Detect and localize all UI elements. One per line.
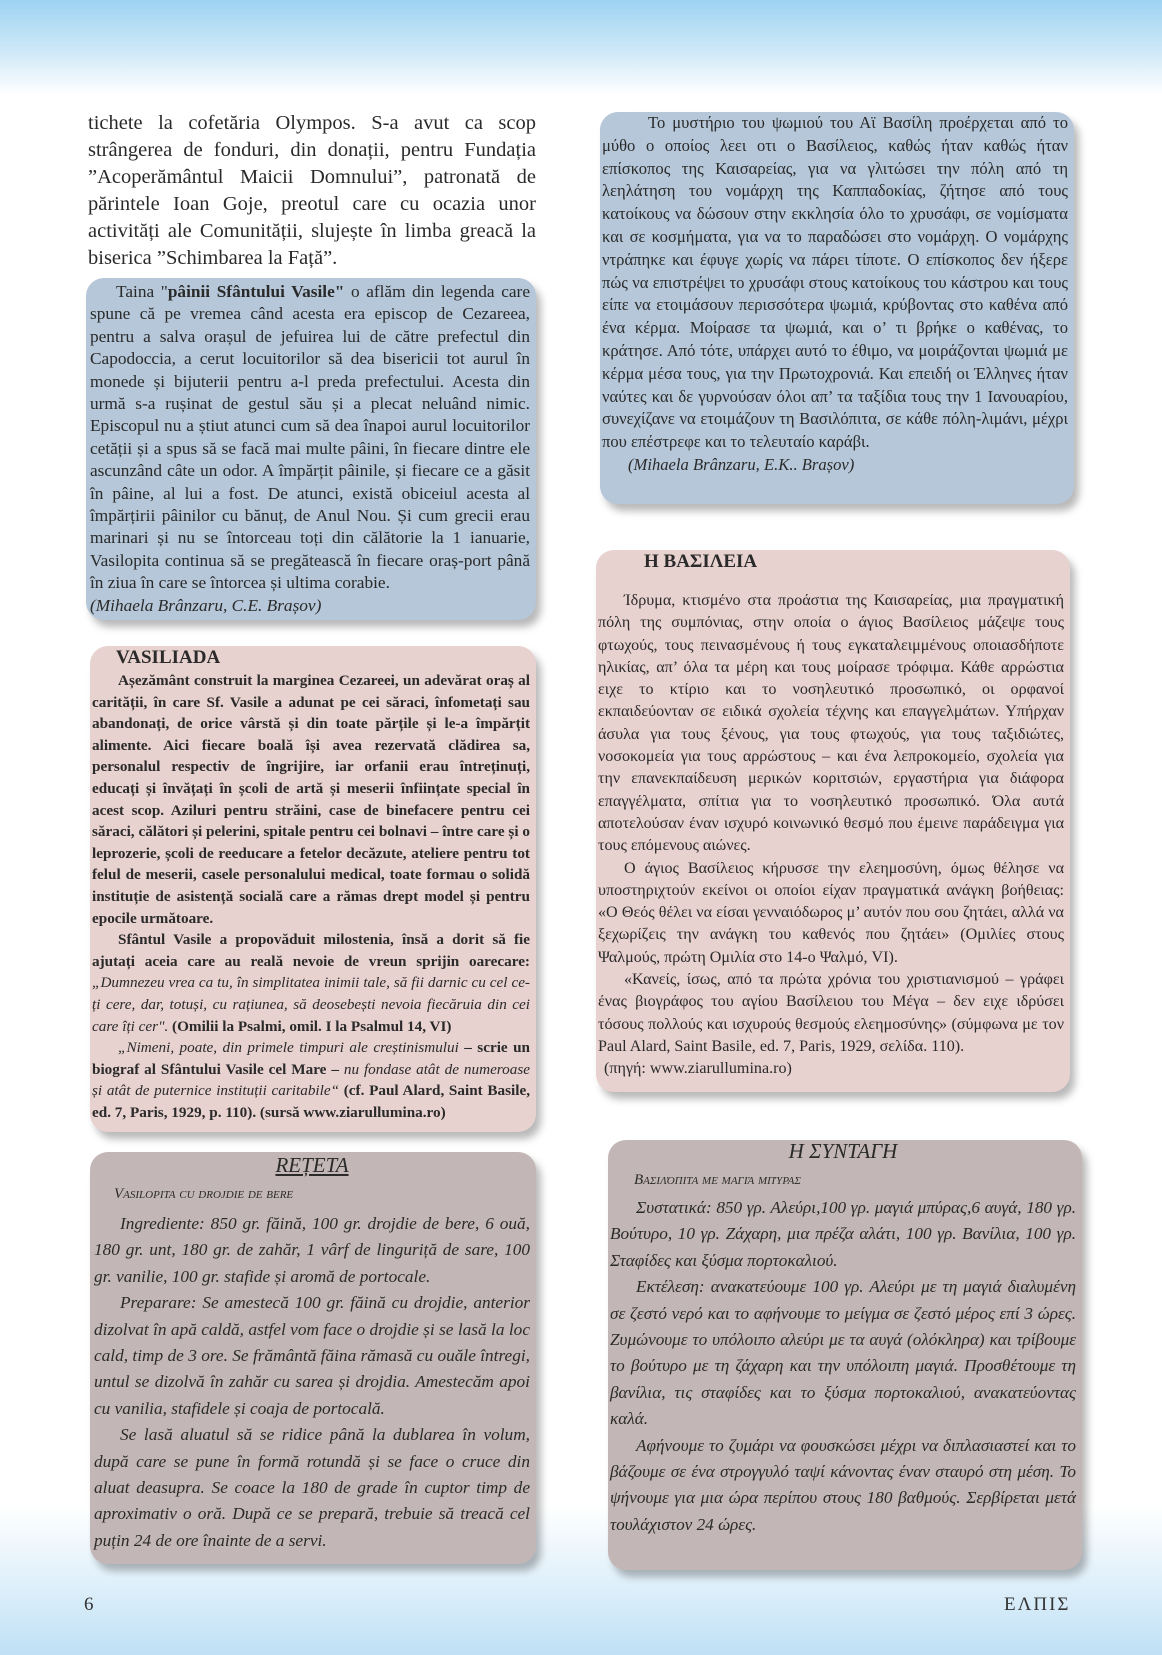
vasiliada-box [90,646,536,1132]
syntagi-p2: Εκτέλεση: ανακατεύουμε 100 γρ. Αλεύρι με τη μαγιά διαλυμένη σε ζεστό νερό και το αφήνουμε το μείγμα σε ζεστό μέρος επί 3 ώρες. Ζυμώνουμε το υπόλοιπο αλεύρι με τα αυγά (ολόκληρα) και τρίβουμε το βούτυρο με τη ζάχαρη και την υπόλοιπη μαγιά. Προσθέτουμε τη βανίλια, τις σταφίδες και το ξύσμα πορτοκαλιού, ανακατεύοντας καλά. [610,1277,1076,1429]
vasileia-source: (πηγή: www.ziarullumina.ro) [604,1060,792,1078]
reteta-text [94,1211,530,1554]
vasileia-p3: «Κανείς, ίσως, από τα πρώτα χρόνια του χριστιανισμού – γράφει ένας βιογράφος του αγίου Βασίλειου του Μέγα – δεν ειχε ιδρύσει τόσους πολλούς και ισχυρούς θεσμούς ελεημοσύνης» (σύμφωνα με τον Paul Alard, Saint Basile, ed. 7, Paris, 1929, σελίδα. 110). [598,971,1064,1055]
vasiliada-p1: Așezământ construit la marginea Cezareei, un adevărat oraș al carității, în care Sf. Vasile a adunat pe cei săraci, înfometați sau abandonați, de orice vârstă și din toate părțile și le-a împărțit alimente. Aici fiecare boală își avea rezervată clădirea sa, personalul respectiv de îngrijire, iar orfanii erau întreținuți, educați și învățați în școli de artă și meserii înființate special în acest scop. Aziluri pentru străini, case de binefacere pentru cei săraci, călători și pelerini, spitale pentru cei bolnavi – între care și o leprozerie, școli de reeducare a fetelor decăzute, ateliere pentru tot felul de meserii, casele personalului medical, toate formau o solidă instituție de asistență socială care a rămas drept model și pentru epocile următoare. [92,672,530,927]
syntagi-text [610,1195,1076,1538]
reteta-p1: Ingrediente: 850 gr. făină, 100 gr. drojdie de bere, 6 ouă, 180 gr. unt, 180 gr. de zahăr, 1 vârf de linguriță de sare, 100 gr. vanilie, 100 gr. stafide și aromă de portocale. [94,1214,530,1286]
taina-text [90,281,530,595]
reteta-title: REȚETA [275,1153,349,1177]
taina-author: (Mihaela Brânzaru, C.E. Brașov) [90,595,322,615]
vasiliada-p3-quote1: „Nimeni, poate, din primele timpuri ale creștinismului [118,1039,459,1057]
magazine-name: ΕΛΠΙΣ [1004,1594,1071,1615]
mystirio-author: (Mihaela Brânzaru, E.K.. Brașov) [628,454,855,474]
reteta-box [90,1152,536,1564]
vasiliada-p3-quote2: nu fondase atât de numeroase și atât de puternice instituții caritabile“ [92,1060,530,1100]
vasiliada-p3-source: (cf. Paul Alard, Saint Basile, ed. 7, Paris, 1929, p. 110). (sursă www.ziarullumina.ro) [92,1082,530,1121]
vasileia-heading: Η ΒΑΣΙΛΕΙΑ [644,551,758,572]
taina-lead: Taina " [116,282,168,301]
vasiliada-heading: VASILIADA [116,647,221,668]
syntagi-box [608,1140,1082,1570]
vasileia-p2: Ο άγιος Βασίλειος κήρυσσε την ελεημοσύνη, όμως θέλησε να υποστηριχτούν εκείνοι οι οποίοι είχαν πραγματικά ανάγκη βοήθειας: «Ο Θεός θέλει να είσαι γενναιόδωρος μ’ αυτόν που σου ζητάει, αλλά να ξεχωρίζεις την ανάγκη του καθενός που ζητάει» (Ομιλίες στους Ψαλμούς, πρώτη Ομιλία στο 14-ο Ψαλμό, VI). [598,859,1064,966]
vasiliada-p2-source: (Omilii la Psalmi, omil. I la Psalmul 14, VI) [168,1017,452,1035]
mystirio-box [600,112,1074,504]
syntagi-p1: Συστατικά: 850 γρ. Αλεύρι,100 γρ. μαγιά μπύρας,6 αυγά, 180 γρ. Βούτυρο, 10 γρ. Ζάχαρη, μια πρέζα αλάτι, 100 γρ. Βανίλια, 100 γρ. Σταφίδες και ξύσμα πορτοκαλιού. [610,1198,1076,1270]
top-gradient-band [0,0,1162,95]
page-number: 6 [84,1594,94,1615]
reteta-p3: Se lasă aluatul să se ridice până la dublarea în volum, după care se pune în formă rotundă și se face o cruce din aluat deasupra. Se coace la 180 de grade în cuptor timp de aproximativ o oră. După ce se prepară, trebuie să treacă cel puțin 24 de ore înainte de a servi. [94,1425,530,1550]
taina-bold: pâinii Sfântului Vasile" [167,282,345,301]
intro-paragraph: tichete la cofetăria Olympos. S-a avut ca scop strângerea de fonduri, din donații, pentru Fundația ”Acoperământul Maicii Domnului”, patronată de părintele Ioan Goje, preotul care cu ocazia unor activități ale Comunității, slujește în limba greacă la biserica ”Schimbarea la Față”. [88,112,536,269]
vasiliada-p2-text: Sfântul Vasile a propovăduit milostenia, însă a dorit să fie ajutați aceia care au reală nevoie de vreun sprijin oarecare: [92,931,530,970]
vasiliada-text [92,670,530,1123]
vasiliada-p2 [92,929,530,1037]
syntagi-p3: Αφήνουμε το ζυμάρι να φουσκώσει μέχρι να διπλασιαστεί και το βάζουμε σε ένα στρογγυλό ταψί κάνοντας έναν σταυρό στη μέση. Το ψήνουμε για μια ώρα περίπου στους 180 βαθμούς. Σερβίρεται μετά τουλάχιστον 24 ώρες. [610,1435,1076,1534]
syntagi-title: Η ΣΥΝΤΑΓΗ [788,1139,898,1163]
reteta-p2: Preparare: Se amestecă 100 gr. făină cu drojdie, anterior dizolvat în apă caldă, astfel vom face o drojdie și se lasă la loc cald, timp de 3 ore. Se frământă făina rămasă cu ouăle întregi, untul se dizolvă în zahăr cu sarea și drojdia. Amestecăm apoi cu vanilia, stafidele și coaja de portocală. [94,1293,530,1418]
taina-box [86,278,536,620]
vasiliada-p2-quote: „Dumnezeu vrea ca tu, în simplitatea inimii tale, să fii darnic cu cel ce-ți cere, dar, totuși, cu rațiunea, să deosebești nevoia fiecăruia din cei care îți cer". [92,974,530,1035]
vasiliada-p3 [92,1037,530,1123]
vasileia-box [596,550,1070,1092]
vasiliada-p3-text: – scrie un biograf al Sfântului Vasile cel Mare – [92,1039,530,1078]
reteta-subtitle: Vasilopita cu drojdie de bere [114,1186,294,1202]
vasileia-text [598,590,1064,1081]
taina-body: o aflăm din legenda care spune că pe vremea când acesta era episcop de Cezareea, pentru a salva orașul de jefuirea lui de către prefectul din Capodoccia, a cerut locuitorilor să dea bisericii tot aurul în monede și bijuterii pentru a-l preda prefectului. Acesta din urmă s-a rușinat de gestul său și a plecat neluând nimic. Episcopul nu a știut atunci cum să dea înapoi aurul locuitorilor cetății și a spus să se facă mai multe pâini, în fiecare dintre ele ascunzând câte un odor. A împărțit pâinile, și fiecare ce a găsit în pâine, al lui a fost. De atunci, există obiceiul acesta al împărțirii pâinilor cu bănuț, de Anul Nou. Și cum grecii erau marinari și nu se întorceau toți din călătorie la 1 ianuarie, Vasilopita continua să se pregătească în fiecare oraș-port până în ziua în care se întorcea și ultima corabie. [90,282,530,593]
mystirio-text: Το μυστήριο του ψωμιού του Αϊ Βασίλη προέρχεται από το μύθο ο οποίος λεει οτι ο Βασίλειος, καθώς ήταν καθώς ήταν επίσκοπος της Καισαρείας, για να γλιτώσει την πόλη από τη λεηλάτηση του νομάρχη της Καππαδοκίας, ζήτησε από τους κατοίκους να δώσουν στην εκκλησία όλο το χρυσάφι, σε νομίσματα και σε κοσμήματα, για να το παραδώσει στο νομάρχη. Ο νομάρχης ντράπηκε και έφυγε χωρίς να πάρει τίποτε. Ο επίσκοπος δεν ήξερε πώς να επιστρέψει το χρυσάφι στους κατοίκους του κάστρου και τους είπε να ετοιμάσουν περισσότερα ψωμιά, κρύβοντας στο καθένα από ένα κέρμα. Μοίρασε τα ψωμιά, και ο’ τι βρήκε ο καθένας, το κράτησε. Από τότε, υπάρχει αυτό το έθιμο, να μοιράζονται ψωμιά με κέρμα μέσα τους, για την Πρωτοχρονιά. Και επειδή οι Έλληνες ήταν ναύτες και δε γυρνούσαν όλοι απ’ τα ταξίδια τους την 1 Ιανουαρίου, συνεχίζανε να ετοιμάζουν τη Βασιλόπιτα, σε κάθε πόλη-λιμάνι, μέχρι που επέστρεφε και το τελευταίο καράβι. [602,113,1068,452]
vasileia-p1: Ίδρυμα, κτισμένο στα προάστια της Καισαρείας, μια πραγματική πόλη της συμπόνιας, στην οποία ο άγιος Βασίλειος μάζεψε τους φτωχούς, τους πεινασμένους ή τους εγκαταλειμμένους οποιασδήποτε ηλικίας, απ’ όλα τα μέρη και τους μοίρασε τρόφιμα. Κάθε αρρώστια ειχε το κτίριο και το νοσηλευτικό προσωπικό, οι ορφανοί εκπαιδεύονταν σε ειδικά σχολεία τέχνης και επαγγελμάτων. Υπήρχαν άσυλα για τους ξένους, για τους φτωχούς, για τους ταξιδιώτες, νοσοκομεία για τους αρρώστους – και ένα λεπροκομείο, σχολεία για την επανεκπαίδευση μερικών κοριτσιών, εργαστήρια για διάφορα επαγγέλματα, σπίτια για το νοσηλευτικό προσωπικό. Όλα αυτά αποτελούσαν έναν ισχυρό κοινωνικό θεσμό που έμεινε παράδειγμα για τους επόμενους αιώνες. [598,592,1064,855]
syntagi-subtitle: Βασιλόπιτα με μαγιά μπύρας [634,1172,801,1188]
